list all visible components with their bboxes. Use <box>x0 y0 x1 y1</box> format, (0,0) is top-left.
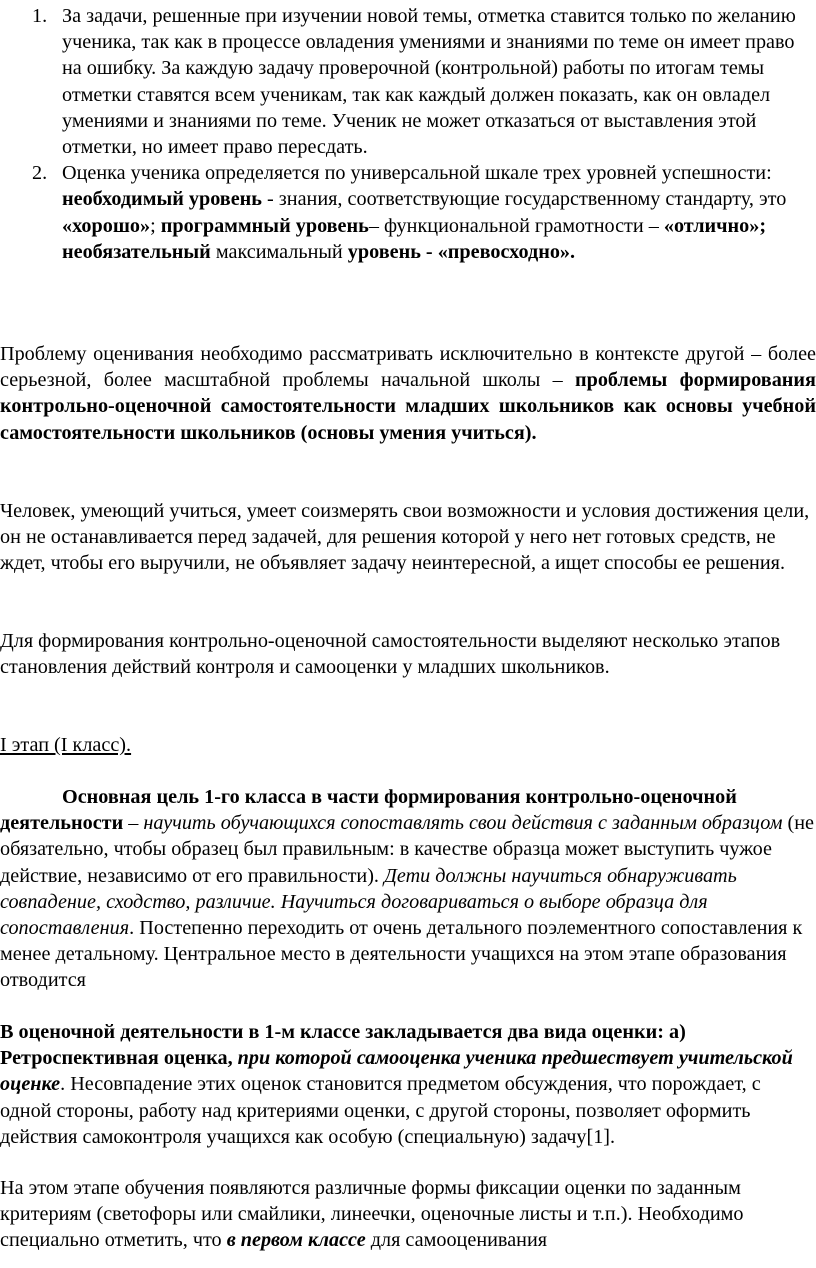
paragraph-person: Человек, умеющий учиться, умеет соизмерять свои возможности и условия достижения цели, он не останавливается перед задачей, для решения которой у него нет готовых средств, не ждет, чтобы его выручили, не объявляет задачу неинтересной, а ищет способы ее решения. <box>0 500 810 575</box>
list-number: 1. <box>32 5 48 27</box>
italic-text: Дети должны научиться обнаруживать совпадение, сходство, различие. Научиться договариваться о выборе образца для сопоставления <box>0 864 737 940</box>
bold-term: уровень - «превосходно». <box>347 240 576 263</box>
list-item-text: За задачи, решенные при изучении новой темы, отметка ставится только по желанию ученика, так как в процессе овладения умениями и знаниями по теме он имеет право на ошибку. За каждую задачу проверочной (контрольной) работы по итогам темы отметки ставятся всем ученикам, так как каждый должен показать, как он овладел умениями и знаниями по теме. Ученик не может отказаться от выставления этой отметки, но имеет право пересдать. <box>62 5 796 159</box>
list-item-text: Оценка ученика определяется по универсальной шкале трех уровней успешности: необходимый уровень - знания, соответствующие государственному стандарту, это «хорошо»; программный уровень– функциональной грамотности – «отлично»; необязательный максимальный уровень - «превосходно». <box>62 162 787 263</box>
bold-italic-text: в первом классе <box>226 1229 366 1252</box>
bold-term: программный уровень <box>160 214 369 237</box>
bold-text: Основная цель 1-го класса в части формирования контрольно-оценочной деятельности <box>0 786 737 835</box>
bold-term: «хорошо» <box>62 214 151 237</box>
paragraph-goal: Основная цель 1-го класса в части формирования контрольно-оценочной деятельности – научить обучающихся сопоставлять свои действия с заданным образцом (не обязательно, чтобы образец был правильным: в качестве образца может выступить чужое действие, независимо от его правильности). Дети должны научиться обнаруживать совпадение, сходство, различие. Научиться договариваться о выборе образца для сопоставления. Постепенно переходить от очень детального поэлементного сопоставления к менее детальному. Центральное место в деятельности учащихся на этом этапе образования отводится <box>0 786 815 992</box>
bold-text: В оценочной деятельности в 1-м классе закладывается два вида оценки: а) Ретроспективная оценка, <box>0 1021 686 1070</box>
stage-heading: I этап (I класс). <box>0 734 132 756</box>
bold-term: необходимый уровень <box>62 188 262 211</box>
paragraph-forms: На этом этапе обучения появляются различные формы фиксации оценки по заданным критериям (светофоры или смайлики, линеечки, оценочные листы и т.п.). Необходимо специально отметить, что в первом классе для самооценивания <box>0 1177 744 1252</box>
italic-text: научить обучающихся сопоставлять свои действия с заданным образцом <box>143 812 783 835</box>
list-item <box>0 3 816 160</box>
numbered-list <box>0 3 816 265</box>
paragraph-evaluation: В оценочной деятельности в 1-м классе закладывается два вида оценки: а) Ретроспективная оценка, при которой самооценка ученика предшествует учительской оценке. Несовпадение этих оценок становится предметом обсуждения, что порождает, с одной стороны, работу над критериями оценки, с другой стороны, позволяет оформить действия самоконтроля учащихся как особую (специальную) задачу[1]. <box>0 1021 793 1148</box>
paragraph-stages: Для формирования контрольно-оценочной самостоятельности выделяют несколько этапов становления действий контроля и самооценки у младших школьников. <box>0 630 781 679</box>
bold-text: проблемы формирования контрольно-оценочной самостоятельности младших школьников как основы учебной самостоятельности школьников (основы умения учиться). <box>0 369 816 444</box>
paragraph-problem: Проблему оценивания необходимо рассматривать исключительно в контексте другой – более серьезной, более масштабной проблемы начальной школы – проблемы формирования контрольно-оценочной самостоятельности младших школьников как основы учебной самостоятельности школьников (основы умения учиться). <box>0 343 816 444</box>
list-number: 2. <box>32 162 48 185</box>
bold-term: «отлично»; необязательный <box>62 214 767 263</box>
bold-italic-text: при которой самооценка ученика предшествует учительской оценке <box>0 1047 793 1096</box>
list-item <box>0 160 816 265</box>
